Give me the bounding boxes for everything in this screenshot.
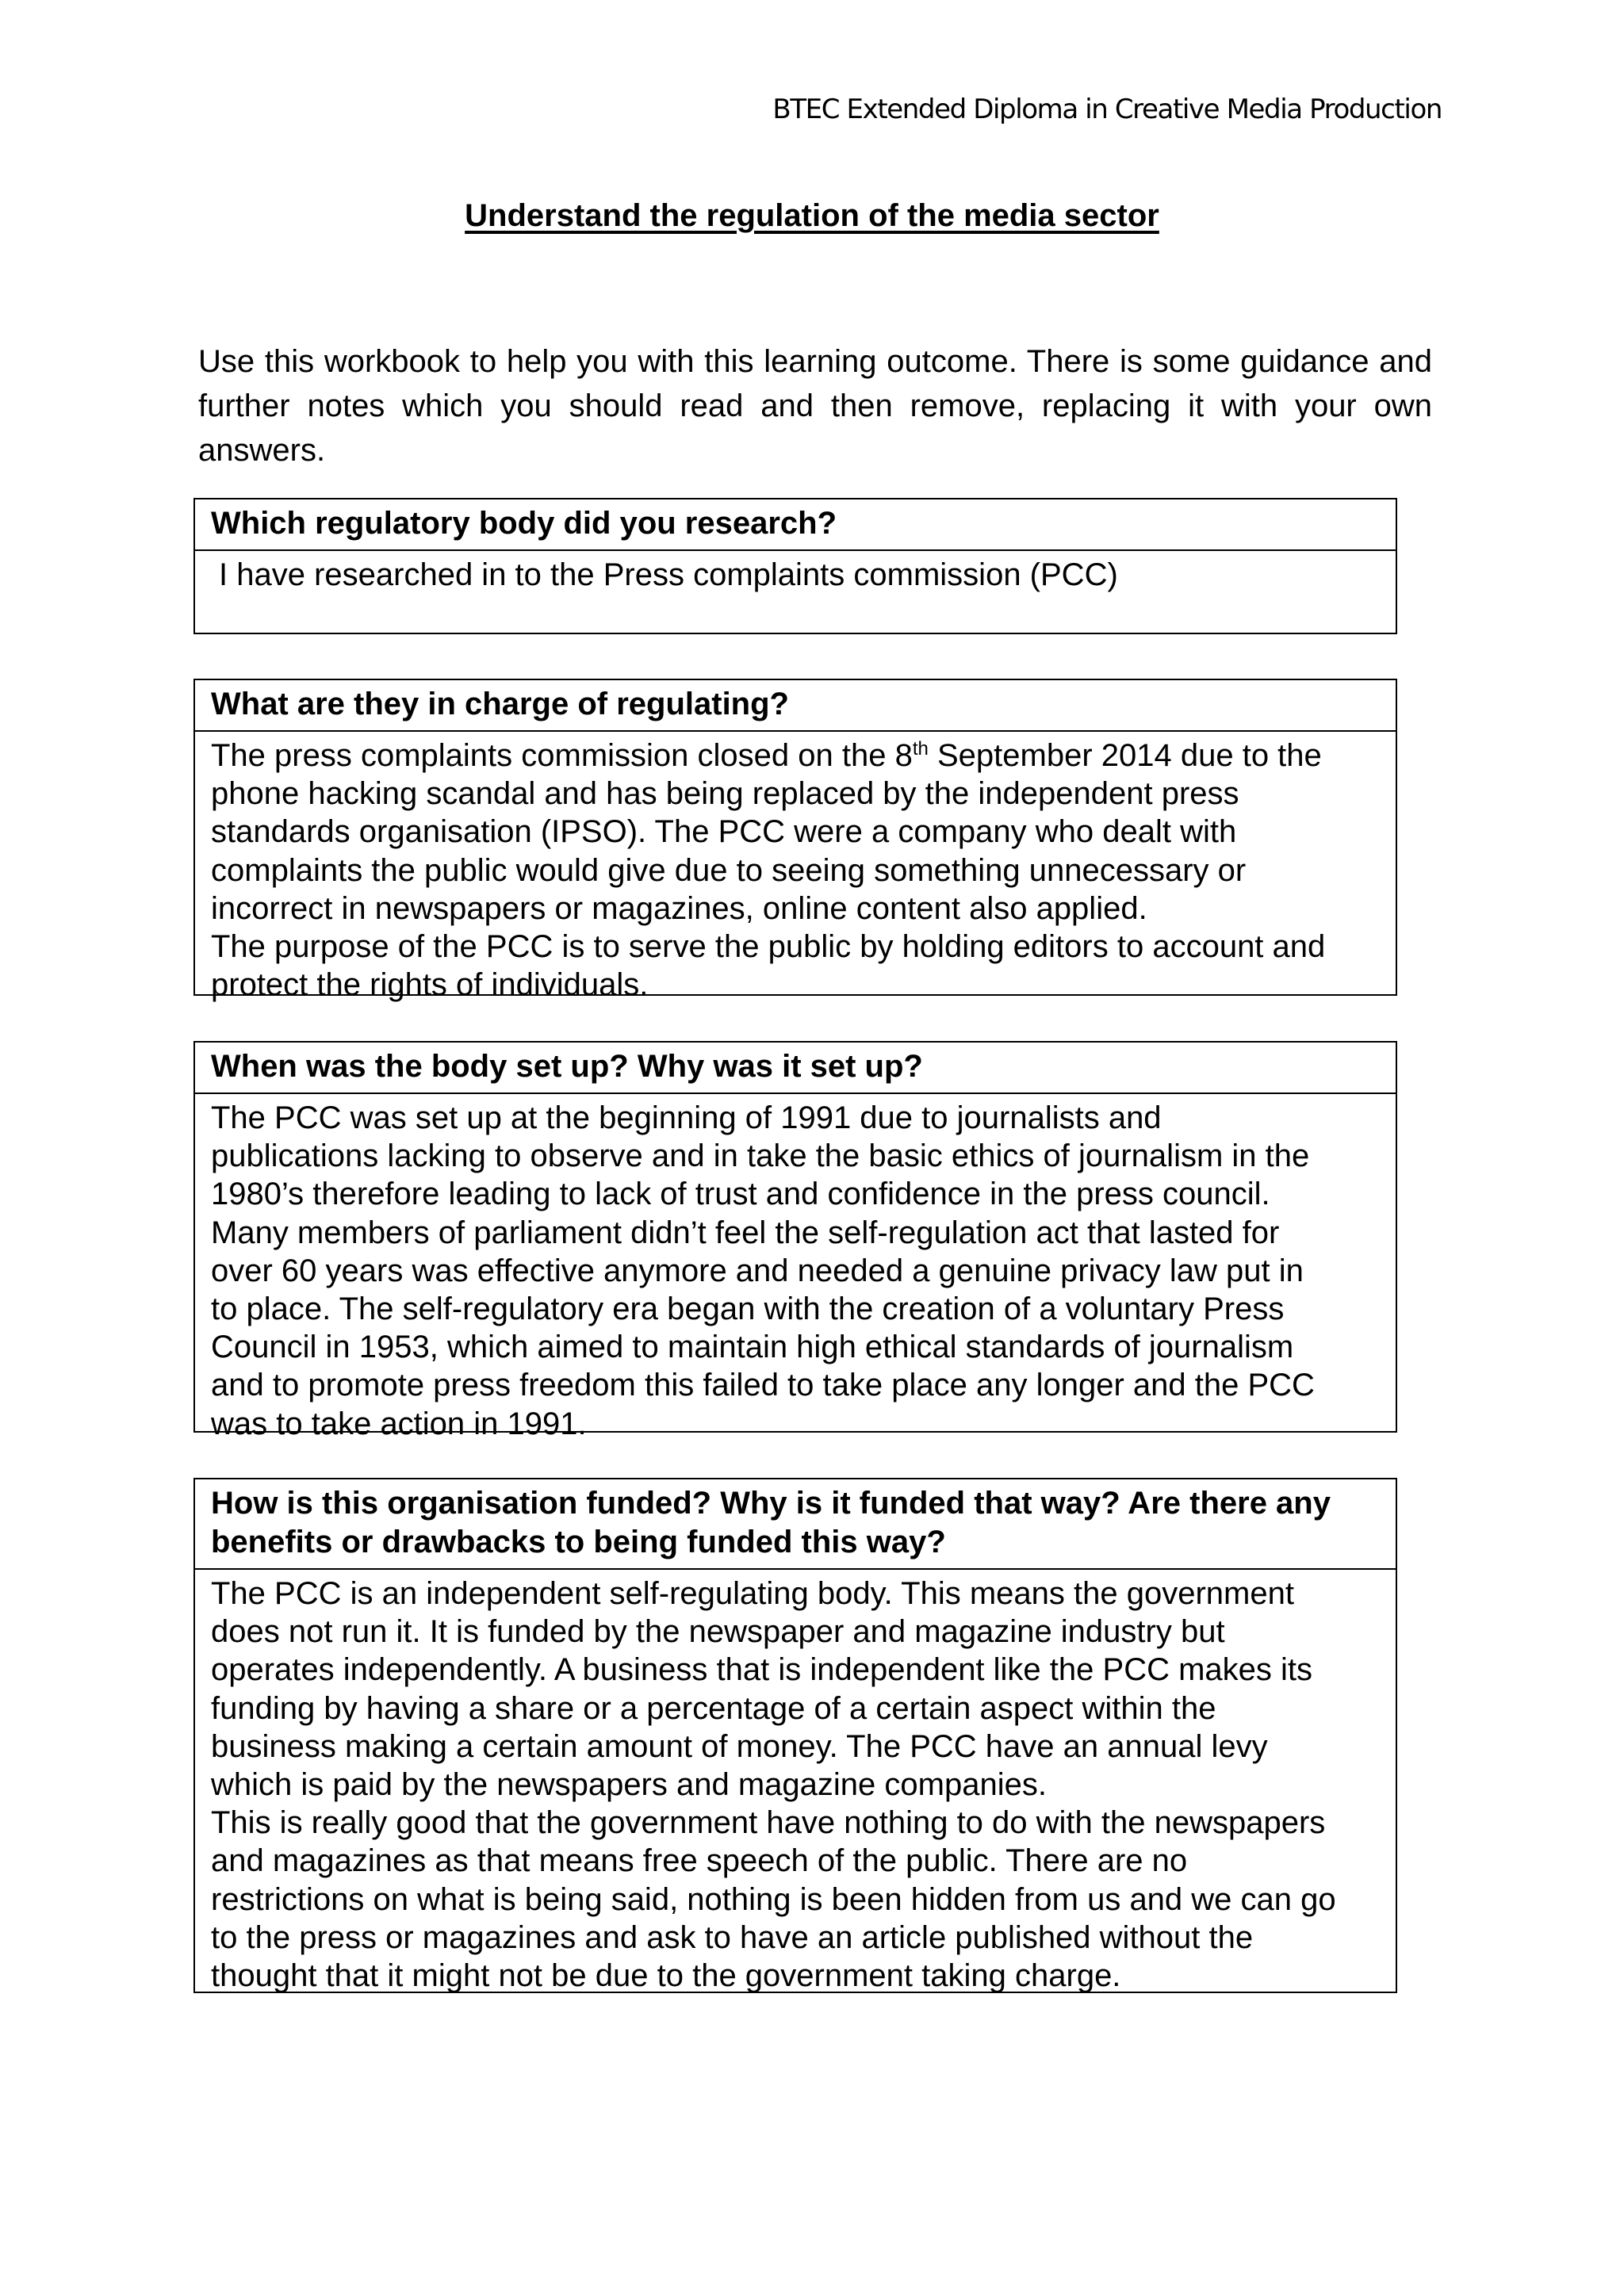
answer-text[interactable] [195,732,1396,1007]
intro-paragraph: Use this workbook to help you with this learning outcome. There is some guidance and further notes which you should read and then remove, replacing it with your own answers. [198,344,1432,468]
answer-text-part: The press complaints commission closed on the 8 [211,738,913,773]
answer-text-part: September 2014 due to the phone hacking scandal and has being replaced by the independent press standards organisation (IPSO). The PCC were a company who dealt with complaints the public would give due to seeing something unnecessary or incorrect in newspapers or magazines, online content also applied. The purpose of the PCC is to serve the public by holding editors to account and protect the rights of individuals. [211,738,1326,1003]
answer-text[interactable]: The PCC is an independent self-regulating body. This means the government does not run it. It is funded by the newspaper and magazine industry but operates independently. A business that is independent like the PCC makes its funding by having a share or a percentage of a certain aspect within the business making a certain amount of money. The PCC have an annual levy which is paid by the newspapers and magazine companies. This is really good that the government have nothing to do with the newspapers and magazines as that means free speech of the public. There are no restrictions on what is being said, nothing is been hidden from us and we can go to the press or magazines and ask to have an article published without the thought that it might not be due to the government taking charge. [211,1576,1336,1994]
question-box-regulating [193,679,1397,1003]
question-heading: What are they in charge of regulating? [195,680,1396,732]
answer-text[interactable]: I have researched in to the Press complaints commission (PCC) [219,557,1118,592]
question-box-setup [193,1041,1397,1441]
question-heading: When was the body set up? Why was it set up? [195,1043,1396,1094]
question-box-funding [193,1478,1397,1993]
question-heading: How is this organisation funded? Why is it funded that way? Are there any benefits or drawbacks to being funded this way? [195,1479,1396,1570]
answer-text[interactable]: The PCC was set up at the beginning of 1991 due to journalists and publications lacking to observe and in take the basic ethics of journalism in the 1980’s therefore leading to lack of trust and confidence in the press council. Many members of parliament didn’t feel the self-regulation act that lasted for over 60 years was effective anymore and needed a genuine privacy law put in to place. The self-regulatory era began with the creation of a voluntary Press Council in 1953, which aimed to maintain high ethical standards of journalism and to promote press freedom this failed to take place any longer and the PCC was to take action in 1991. [211,1100,1315,1441]
page-header: BTEC Extended Diploma in Creative Media Production [772,94,1442,125]
question-heading: Which regulatory body did you research? [195,499,1396,551]
document-title: Understand the regulation of the media sector [465,198,1159,233]
question-box-regulatory-body [193,498,1397,634]
ordinal-suffix: th [912,738,929,760]
